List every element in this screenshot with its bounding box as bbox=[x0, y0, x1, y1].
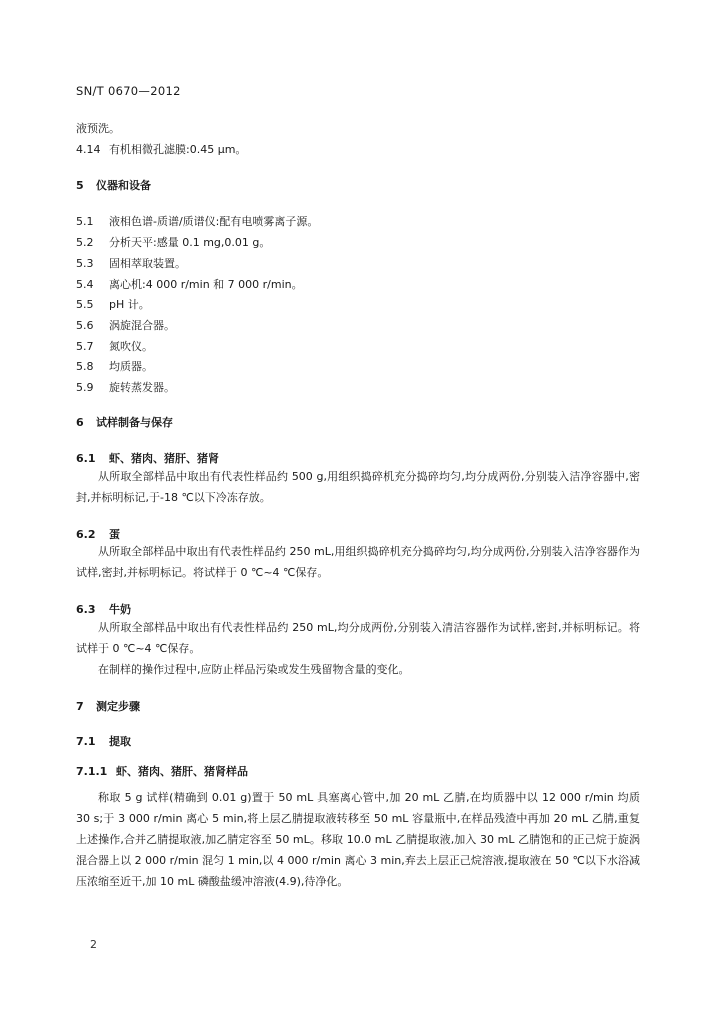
list-item: 5.9 旋转蒸发器。 bbox=[76, 381, 175, 394]
list-item: 5.1 液相色谱-质谱/质谱仪:配有电喷雾离子源。 bbox=[76, 215, 319, 228]
list-item: 4.14 有机相微孔滤膜:0.45 μm。 bbox=[76, 143, 247, 156]
paragraph: 在制样的操作过程中,应防止样品污染或发生残留物含量的变化。 bbox=[98, 663, 410, 676]
section-heading-5: 5 仪器和设备 bbox=[76, 179, 151, 192]
subsection-heading-6-2: 6.2 蛋 bbox=[76, 528, 120, 541]
page-number: 2 bbox=[90, 938, 97, 951]
paragraph: 称取 5 g 试样(精确到 0.01 g)置于 50 mL 具塞离心管中,加 20 mL 乙腈,在均质器中以 12 000 r/min 均质 30 s;于 3 000 r/min 离心 5 min,将上层乙腈提取液转移至 50 mL 容量瓶中,在样品残渣中再加 20 mL 乙腈,重复上述操作,合并乙腈提取液,加乙腈定容至 50 mL。移取 10.0 mL 乙腈提取液,加入 30 mL 乙腈饱和的正己烷于旋涡混合器上以 2 000 r/min 混匀 1 min,以 4 000 r/min 离心 3 min,弃去上层正己烷溶液,提取液在 50 ℃以下水浴减压浓缩至近干,加 10 mL 磷酸盐缓冲溶液(4.9),待净化。 bbox=[76, 791, 640, 888]
list-item: 5.5 pH 计。 bbox=[76, 298, 150, 311]
subsection-heading-6-1: 6.1 虾、猪肉、猪肝、猪肾 bbox=[76, 452, 219, 465]
subsection-heading-7-1: 7.1 提取 bbox=[76, 735, 131, 748]
list-item: 5.6 涡旋混合器。 bbox=[76, 319, 175, 332]
paragraph: 从所取全部样品中取出有代表性样品约 250 mL,均分成两份,分别装入清洁容器作为试样,密封,并标明标记。将试样于 0 ℃~4 ℃保存。 bbox=[76, 621, 640, 655]
section-heading-6: 6 试样制备与保存 bbox=[76, 416, 173, 429]
list-item: 5.3 固相萃取装置。 bbox=[76, 257, 186, 270]
paragraph: 从所取全部样品中取出有代表性样品约 250 mL,用组织捣碎机充分捣碎均匀,均分成两份,分别装入洁净容器作为试样,密封,并标明标记。将试样于 0 ℃~4 ℃保存。 bbox=[76, 545, 640, 579]
list-item: 5.8 均质器。 bbox=[76, 360, 153, 373]
list-item: 5.7 氮吹仪。 bbox=[76, 340, 153, 353]
section-heading-7: 7 测定步骤 bbox=[76, 700, 140, 713]
standard-code: SN/T 0670—2012 bbox=[76, 84, 181, 98]
continued-text: 液预洗。 bbox=[76, 122, 120, 135]
subsection-heading-6-3: 6.3 牛奶 bbox=[76, 603, 131, 616]
paragraph: 从所取全部样品中取出有代表性样品约 500 g,用组织捣碎机充分捣碎均匀,均分成两份,分别装入洁净容器中,密封,并标明标记,于-18 ℃以下冷冻存放。 bbox=[76, 470, 640, 504]
list-item: 5.2 分析天平:感量 0.1 mg,0.01 g。 bbox=[76, 236, 271, 249]
subsection-heading-7-1-1: 7.1.1 虾、猪肉、猪肝、猪肾样品 bbox=[76, 765, 248, 778]
list-item: 5.4 离心机:4 000 r/min 和 7 000 r/min。 bbox=[76, 278, 303, 291]
